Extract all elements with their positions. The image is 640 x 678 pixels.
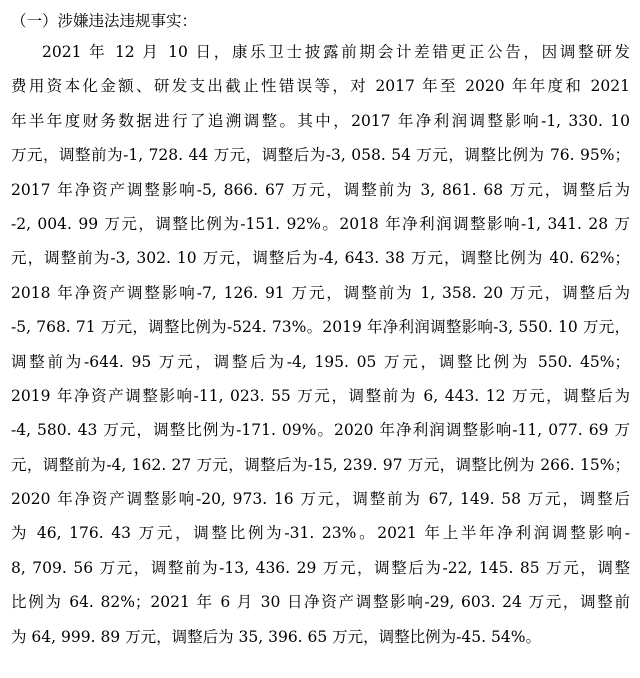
paragraph-line: 2017 年净资产调整影响-5, 866. 67 万元，调整前为 3, 861. 68 万元，调整后为: [11, 180, 630, 199]
paragraph-line: 2019 年净资产调整影响-11, 023. 55 万元，调整前为 6, 443. 12 万元，调整后为: [11, 386, 630, 405]
paragraph-line: 万元，调整前为-1, 728. 44 万元，调整后为-3, 058. 54 万元，调整比例为 76. 95%；: [11, 146, 630, 165]
paragraph-line: 年半年度财务数据进行了追溯调整。其中，2017 年净利润调整影响-1, 330. 10: [11, 111, 630, 130]
paragraph-line: 2020 年净资产调整影响-20, 973. 16 万元，调整前为 67, 149. 58 万元，调整后: [11, 490, 630, 509]
paragraph-line: 调整前为-644. 95 万元，调整后为-4, 195. 05 万元，调整比例为 550. 45%；: [11, 352, 630, 371]
paragraph-line: 为 46, 176. 43 万元，调整比例为-31. 23%。2021 年上半年净利润调整影响-: [11, 524, 630, 543]
paragraph-line: 元，调整前为-3, 302. 10 万元，调整后为-4, 643. 38 万元，调整比例为 40. 62%；: [11, 249, 630, 268]
paragraph-line: -2, 004. 99 万元，调整比例为-151. 92%。2018 年净利润调整影响-1, 341. 28 万: [11, 214, 630, 233]
paragraph-line: 费用资本化金额、研发支出截止性错误等，对 2017 年至 2020 年年度和 2021: [11, 77, 630, 96]
paragraph-line: 元，调整前为-4, 162. 27 万元，调整后为-15, 239. 97 万元，调整比例为 266. 15%；: [11, 455, 630, 474]
paragraph-line: -4, 580. 43 万元，调整比例为-171. 09%。2020 年净利润调整影响-11, 077. 69 万: [11, 421, 630, 440]
section-heading: （一）涉嫌违法违规事实：: [11, 12, 198, 30]
paragraph-line: 2021 年 12 月 10 日，康乐卫士披露前期会计差错更正公告，因调整研发: [42, 43, 630, 61]
paragraph-line: 2018 年净资产调整影响-7, 126. 91 万元，调整前为 1, 358. 20 万元，调整后为: [11, 283, 630, 302]
paragraph-line: -5, 768. 71 万元，调整比例为-524. 73%。2019 年净利润调整影响-3, 550. 10 万元，: [11, 318, 630, 337]
paragraph: [11, 35, 630, 654]
paragraph-line: 比例为 64. 82%；2021 年 6 月 30 日净资产调整影响-29, 603. 24 万元，调整前: [11, 593, 630, 612]
paragraph-line: 为 64, 999. 89 万元，调整后为 35, 396. 65 万元，调整比例为-45. 54%。: [11, 627, 541, 646]
paragraph-line: 8, 709. 56 万元，调整前为-13, 436. 29 万元，调整后为-22, 145. 85 万元，调整: [11, 558, 630, 577]
